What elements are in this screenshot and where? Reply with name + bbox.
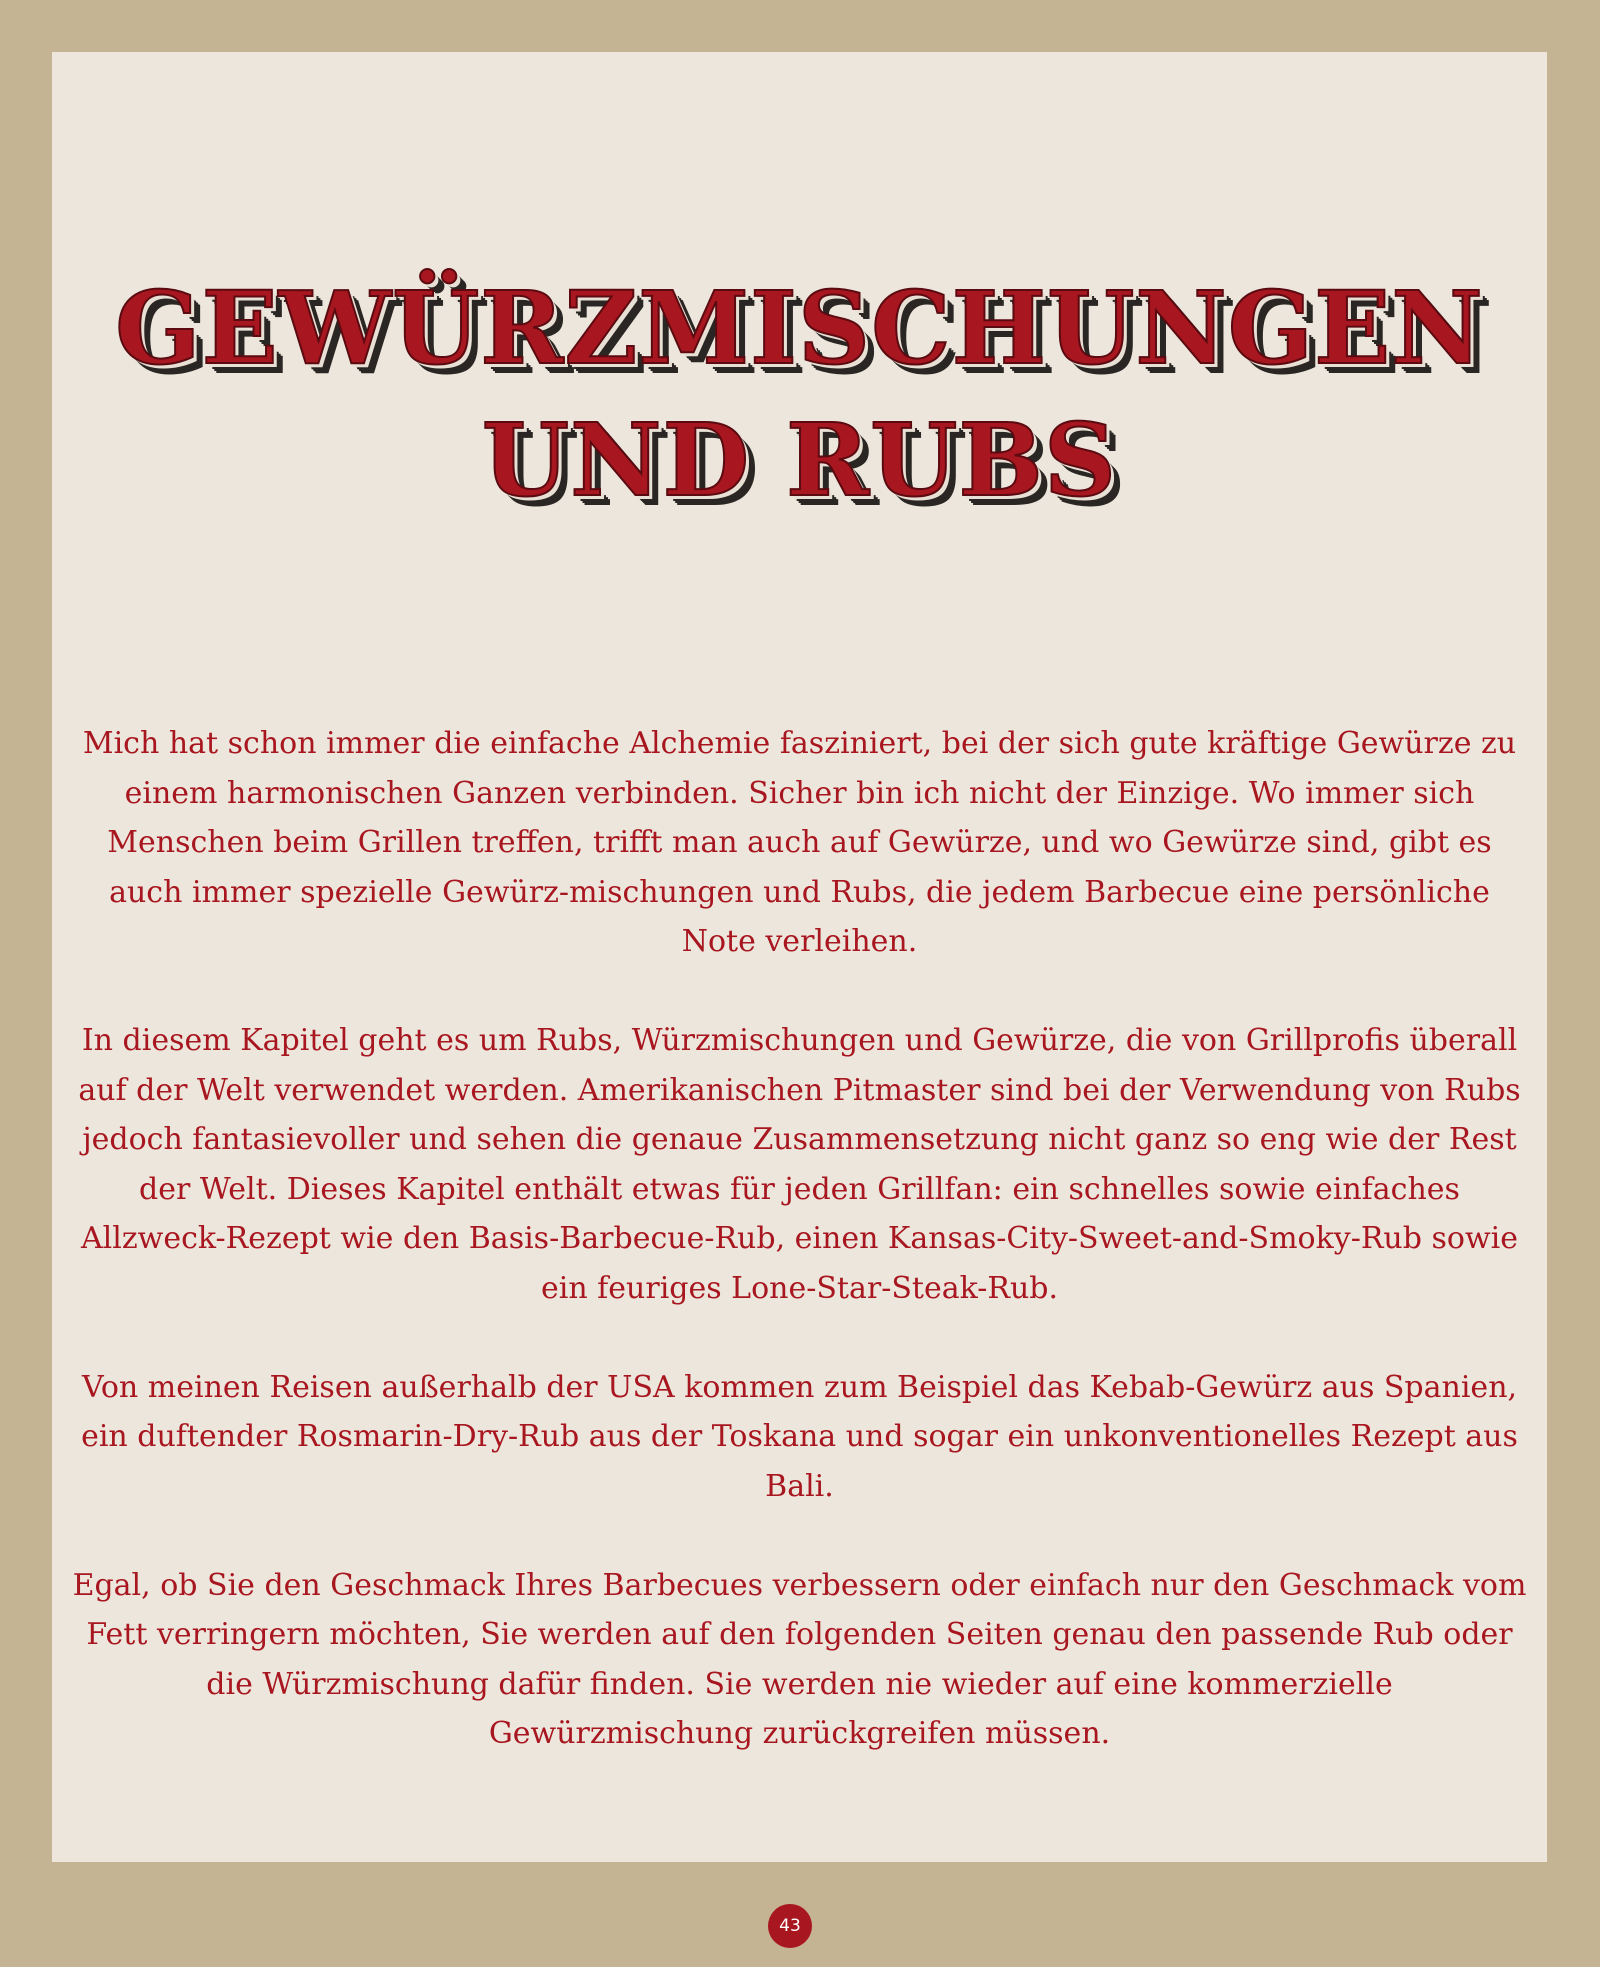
chapter-title-line-1: GEWÜRZMISCHUNGEN: [115, 269, 1484, 387]
paragraph-2: In diesem Kapitel geht es um Rubs, Würzmischungen und Gewürze, die von Grillprofis überall auf der Welt verwendet werden. Amerikanischen Pitmaster sind bei der Verwendung von Rubs jedoch fantasievoller und sehen die genaue Zusammensetzung nicht ganz so eng wie der Rest der Welt. Dieses Kapitel enthält etwas für jeden Grillfan: ein schnelles sowie einfaches Allzweck-Rezept wie den Basis-Barbecue-Rub, einen Kansas-City-Sweet-and-Smoky-Rub sowie ein feuriges Lone-Star-Steak-Rub.: [78, 1023, 1521, 1306]
chapter-title: [52, 262, 1547, 526]
intro-text: [72, 719, 1527, 1759]
chapter-title-line-2: UND RUBS: [481, 401, 1118, 519]
paragraph-4: Egal, ob Sie den Geschmack Ihres Barbecues verbessern oder einfach nur den Geschmack vom Fett verringern möchten, Sie werden auf den folgenden Seiten genau den passende Rub oder die Würzmischung dafür finden. Sie werden nie wieder auf eine kommerzielle Gewürzmischung zurückgreifen müssen.: [72, 1567, 1527, 1751]
page-panel: [52, 52, 1547, 1862]
page-number-badge: 43: [768, 1904, 812, 1948]
paragraph-1: Mich hat schon immer die einfache Alchemie fasziniert, bei der sich gute kräftige Gewürze zu einem harmonischen Ganzen verbinden. Sicher bin ich nicht der Einzige. Wo immer sich Menschen beim Grillen treffen, trifft man auch auf Gewürze, und wo Gewürze sind, gibt es auch immer spezielle Gewürz-mischungen und Rubs, die jedem Barbecue eine persönliche Note verleihen.: [82, 726, 1517, 959]
paragraph-3: Von meinen Reisen außerhalb der USA kommen zum Beispiel das Kebab-Gewürz aus Spanien, ein duftender Rosmarin-Dry-Rub aus der Toskana und sogar ein unkonventionelles Rezept aus Bali.: [81, 1369, 1518, 1504]
